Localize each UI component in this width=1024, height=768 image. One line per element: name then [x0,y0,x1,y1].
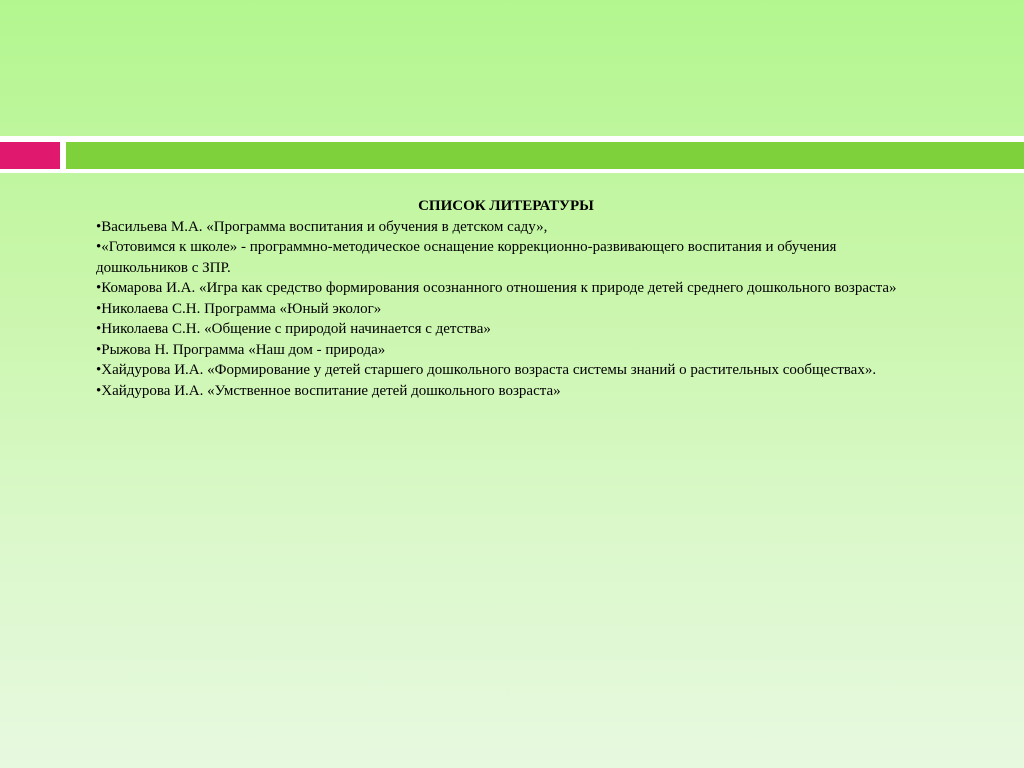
list-item: •Комарова И.А. «Игра как средство формирования осознанного отношения к природе детей среднего дошкольного возраста» [96,280,897,296]
list-item: •Николаева С.Н. Программа «Юный эколог» [96,300,382,317]
bibliography-list [96,217,916,402]
list-item: •Хайдурова И.А. «Умственное воспитание детей дошкольного возраста» [96,382,561,399]
list-item: •Рыжова Н. Программа «Наш дом - природа» [96,341,386,358]
list-item: •Васильева М.А. «Программа воспитания и обучения в детском саду», [96,218,548,235]
divider-bottom [0,169,1024,173]
list-item: •«Готовимся к школе» - программно-методическое оснащение коррекционно-развивающего воспитания и обучения дошкольников с ЗПР. [96,239,837,276]
list-item: •Николаева С.Н. «Общение с природой начинается с детства» [96,321,491,337]
list-item: •Хайдурова И.А. «Формирование у детей старшего дошкольного возраста системы знаний о растительных сообществах». [96,362,877,378]
page-title: СПИСОК ЛИТЕРАТУРЫ [418,198,594,214]
accent-bar-green [66,142,1024,169]
content-box [96,196,916,401]
header-area [0,0,1024,136]
accent-bar-pink [0,142,60,169]
